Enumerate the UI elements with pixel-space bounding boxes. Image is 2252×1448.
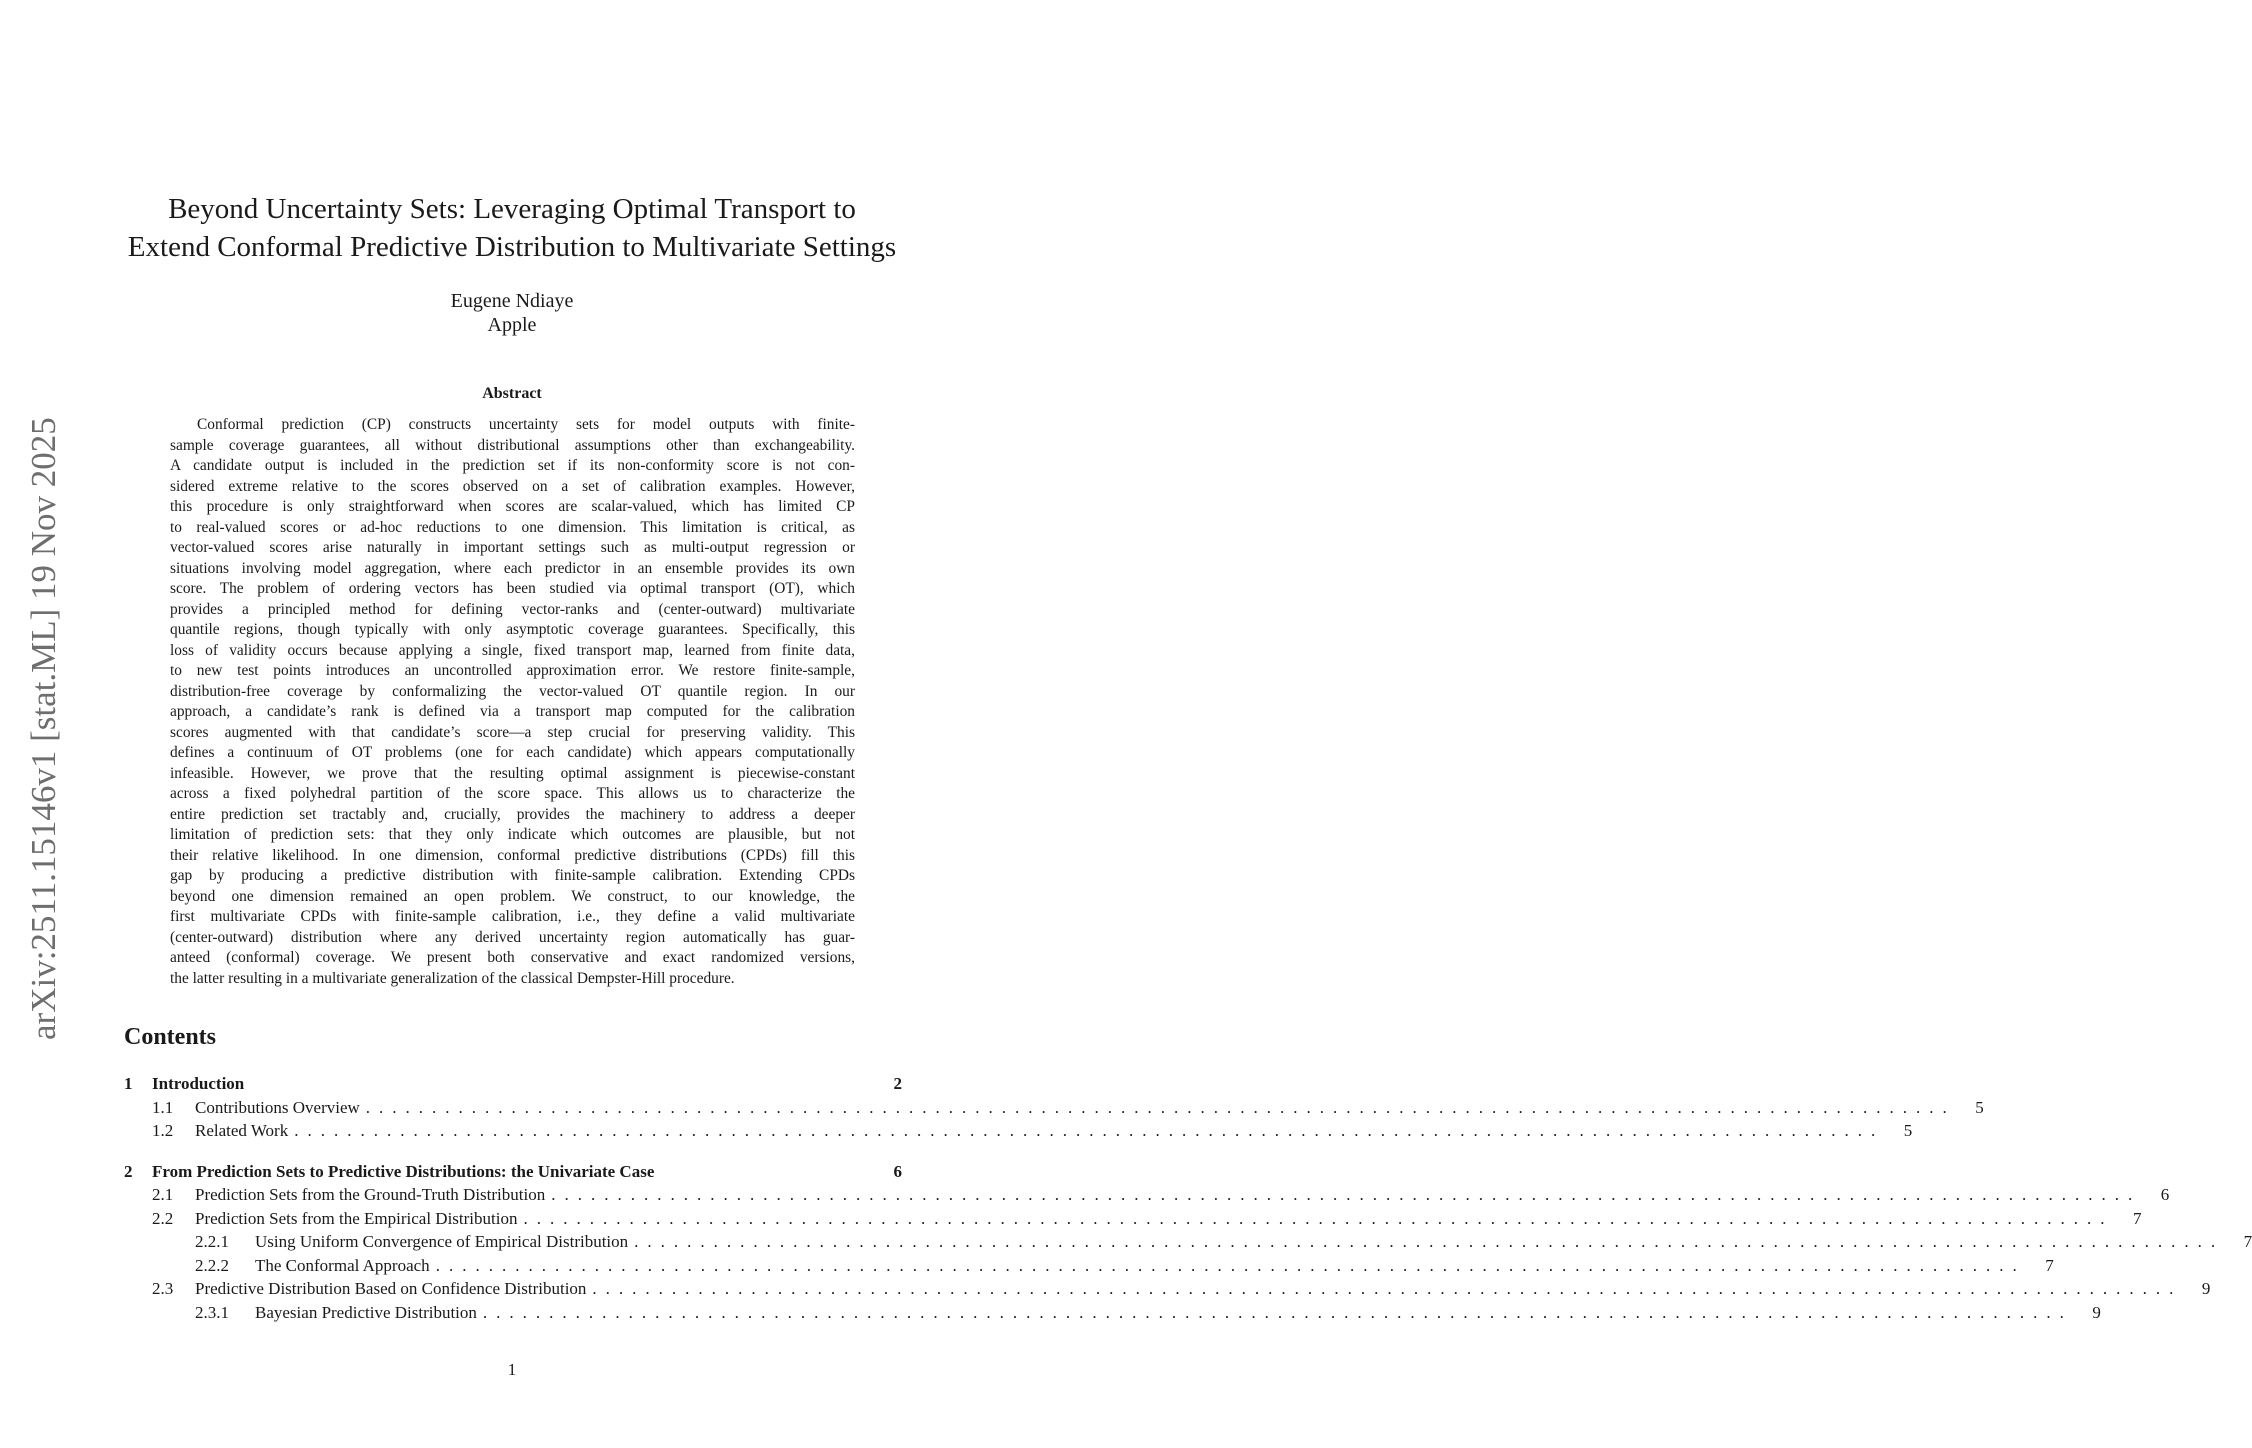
abstract-line: sample coverage guarantees, all without distributional assumptions other than exchangeability. <box>170 436 855 454</box>
toc-entry[interactable] <box>124 1183 2170 1207</box>
toc-entry-title[interactable]: From Prediction Sets to Predictive Distributions: the Univariate Case <box>152 1161 655 1181</box>
abstract-line: to new test points introduces an uncontrolled approximation error. We restore finite-sample, <box>170 662 855 679</box>
toc-entry-title[interactable]: Prediction Sets from the Ground-Truth Distribution <box>195 1185 546 1204</box>
toc-entry[interactable] <box>124 1072 902 1096</box>
toc-entry-page[interactable]: 6 <box>2160 1185 2170 1204</box>
abstract-line: Conformal prediction (CP) constructs uncertainty sets for model outputs with finite- <box>197 416 855 433</box>
abstract-body <box>170 415 855 989</box>
author-name: Eugene Ndiaye <box>450 290 574 312</box>
toc-leader-dots: ........................................................................................................................ <box>523 1208 2114 1228</box>
abstract-line: gap by producing a predictive distribution with finite-sample calibration. Extending CPDs <box>170 867 855 884</box>
toc-leader-dots: ........................................................................................................................ <box>294 1121 1885 1140</box>
toc-leader-dots: ........................................................................................................................ <box>592 1279 2183 1298</box>
abstract-line: score. The problem of ordering vectors has been studied via optimal transport (OT), which <box>170 580 855 597</box>
abstract-line: distribution-free coverage by conformalizing the vector-valued OT quantile region. In our <box>170 682 855 700</box>
toc-entry-number: 1.2 <box>152 1121 174 1140</box>
toc-entry-page[interactable]: 9 <box>2201 1279 2211 1298</box>
toc-entry[interactable] <box>124 1230 2252 1254</box>
abstract-line: loss of validity occurs because applying a single, fixed transport map, learned from finite data, <box>170 641 855 659</box>
toc-entry-number: 1 <box>124 1074 133 1093</box>
toc-entry-number: 2.2.2 <box>195 1255 229 1275</box>
toc-entry-page[interactable]: 7 <box>2243 1232 2252 1251</box>
abstract-line: infeasible. However, we prove that the resulting optimal assignment is piecewise-constant <box>170 764 855 782</box>
toc-entry[interactable] <box>124 1207 2142 1231</box>
abstract-line: (center-outward) distribution where any derived uncertainty region automatically has guar- <box>170 928 855 946</box>
table-of-contents <box>124 1072 2252 1324</box>
toc-entry-page[interactable]: 9 <box>2092 1302 2101 1322</box>
toc-entry-page[interactable]: 6 <box>893 1161 902 1181</box>
toc-leader-dots: ........................................................................................................................ <box>435 1255 2026 1275</box>
toc-entry-page[interactable]: 7 <box>2132 1208 2142 1228</box>
toc-entry-number: 2.2 <box>152 1208 174 1228</box>
title-line: Beyond Uncertainty Sets: Leveraging Optimal Transport to <box>168 193 856 225</box>
toc-entry-number: 2.3 <box>152 1279 174 1298</box>
toc-entry-page[interactable]: 7 <box>2045 1255 2054 1275</box>
toc-entry-title[interactable]: Contributions Overview <box>195 1097 360 1117</box>
abstract-line: situations involving model aggregation, where each predictor in an ensemble provides its own <box>170 559 855 577</box>
abstract-line: defines a continuum of OT problems (one for each candidate) which appears computationally <box>170 744 855 761</box>
toc-leader-dots: ........................................................................................................................ <box>634 1232 2225 1251</box>
toc-entry-title[interactable]: Predictive Distribution Based on Confidence Distribution <box>195 1279 587 1298</box>
abstract-line: entire prediction set tractably and, crucially, provides the machinery to address a deeper <box>170 805 855 823</box>
toc-leader-dots: ........................................................................................................................ <box>482 1302 2073 1322</box>
toc-entry-number: 1.1 <box>152 1097 174 1117</box>
abstract-line: anteed (conformal) coverage. We present both conservative and exact randomized versions, <box>170 949 855 966</box>
toc-entry-title[interactable]: Prediction Sets from the Empirical Distribution <box>195 1208 518 1228</box>
toc-entry-page[interactable]: 5 <box>1903 1121 1913 1140</box>
toc-entry-title[interactable]: The Conformal Approach <box>255 1255 430 1275</box>
abstract-line: vector-valued scores arise naturally in important settings such as multi-output regression or <box>170 539 855 556</box>
toc-leader-dots: ........................................................................................................................ <box>551 1185 2142 1204</box>
toc-entry[interactable] <box>124 1096 1984 1120</box>
abstract-line: this procedure is only straightforward when scores are scalar-valued, which has limited CP <box>170 498 855 515</box>
toc-entry-title[interactable]: Related Work <box>195 1121 289 1140</box>
abstract-line: the latter resulting in a multivariate generalization of the classical Dempster-Hill procedure. <box>170 969 735 987</box>
abstract-line: to real-valued scores or ad-hoc reductions to one dimension. This limitation is critical, as <box>170 518 855 536</box>
toc-entry-page[interactable]: 5 <box>1975 1097 1984 1117</box>
toc-entry[interactable] <box>124 1301 2101 1325</box>
toc-entry-number: 2.1 <box>152 1185 174 1204</box>
toc-entry-number: 2 <box>124 1161 133 1181</box>
toc-entry[interactable] <box>124 1160 902 1184</box>
abstract-line: quantile regions, though typically with only asymptotic coverage guarantees. Specifically, this <box>170 621 855 638</box>
arxiv-identifier[interactable]: arXiv:2511.15146v1 [stat.ML] 19 Nov 2025 <box>24 417 63 1040</box>
abstract-line: scores augmented with that candidate’s score—a step crucial for preserving validity. This <box>170 723 855 741</box>
abstract-heading: Abstract <box>482 385 542 402</box>
abstract-line: sidered extreme relative to the scores observed on a set of calibration examples. However, <box>170 477 855 495</box>
contents-heading: Contents <box>124 1024 217 1050</box>
toc-entry-number: 2.2.1 <box>195 1232 229 1251</box>
paper-title <box>80 190 944 266</box>
toc-entry[interactable] <box>124 1277 2211 1301</box>
toc-entry-title[interactable]: Bayesian Predictive Distribution <box>255 1302 477 1322</box>
toc-entry[interactable] <box>124 1119 1913 1143</box>
abstract-line: provides a principled method for defining vector-ranks and (center-outward) multivariate <box>170 600 855 618</box>
title-line: Extend Conformal Predictive Distribution to Multivariate Settings <box>127 231 897 263</box>
abstract-line: first multivariate CPDs with finite-sample calibration, i.e., they define a valid multivariate <box>170 908 855 925</box>
abstract-line: limitation of prediction sets: that they only indicate which outcomes are plausible, but not <box>170 826 855 843</box>
abstract-line: approach, a candidate’s rank is defined via a transport map computed for the calibration <box>170 703 855 720</box>
abstract-line: their relative likelihood. In one dimension, conformal predictive distributions (CPDs) fill this <box>170 846 855 864</box>
abstract-line: beyond one dimension remained an open problem. We construct, to our knowledge, the <box>170 887 855 905</box>
abstract-line: A candidate output is included in the prediction set if its non-conformity score is not con- <box>170 457 855 474</box>
toc-entry-title[interactable]: Using Uniform Convergence of Empirical Distribution <box>255 1232 629 1251</box>
toc-entry-page[interactable]: 2 <box>893 1074 902 1093</box>
toc-entry[interactable] <box>124 1254 2054 1278</box>
toc-leader-dots: ........................................................................................................................ <box>365 1097 1956 1117</box>
abstract-line: across a fixed polyhedral partition of the score space. This allows us to characterize the <box>170 785 855 802</box>
toc-entry-number: 2.3.1 <box>195 1302 229 1322</box>
toc-entry-title[interactable]: Introduction <box>152 1074 245 1093</box>
author-affiliation: Apple <box>487 314 537 336</box>
page-number: 1 <box>507 1360 517 1379</box>
